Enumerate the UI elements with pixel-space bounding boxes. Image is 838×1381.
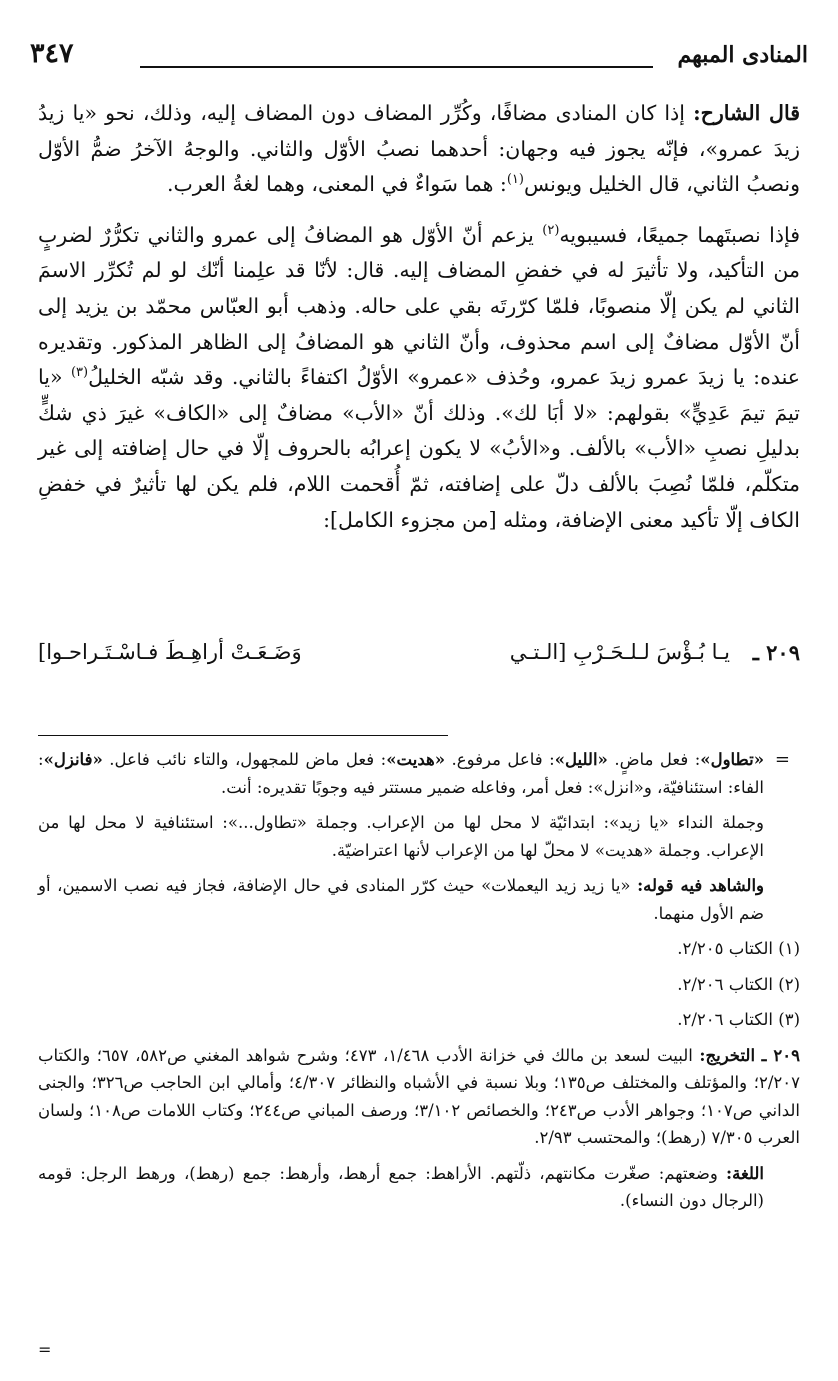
footnote-ref-1: (١) xyxy=(506,172,524,188)
note-text: : فاعل مرفوع. xyxy=(445,750,555,769)
paragraph-1 xyxy=(38,96,800,203)
note-evidence-text: «يا زيد زيد اليعملات» حيث كرّر المنادى في حال الإضافة، فجاز فيه نصب الاسمين، أو ضم الأول منهما. xyxy=(38,876,764,923)
paragraph-2-part-c: «يا تيمَ تيمَ عَدِيٍّ» بقولهم: «لا أبَا لك». وذلك أنّ «الأب» مضافٌ إلى «الكاف» غيرَ ذي شكٍّ بدليلِ نصبِ «الأب» بالألف. و«الأبُ» لا يكون إعرابُه بالحروف إلّا في حال إضافته إلى غير متكلّم، فلمّا نُصِبَ بالألف دلّ على إضافته، ثمّ أُقحمت اللام، فلم يكن لها تأثيرٌ في خفضِ الكاف إلّا تأكيد معنى الإضافة، ومثله [من مجزوء الكامل]: xyxy=(38,365,800,532)
note-parsing xyxy=(38,746,800,801)
note-term: «فانزل» xyxy=(43,750,103,769)
footnote-3: (٣) الكتاب ٢/٢٠٦. xyxy=(677,1010,800,1029)
footnotes xyxy=(38,746,800,1215)
footnote-1: (١) الكتاب ٢/٢٠٥. xyxy=(677,939,800,958)
note-takhrij xyxy=(38,1042,800,1152)
language-lead: اللغة: xyxy=(726,1163,764,1183)
running-title: المنادى المبهم xyxy=(677,42,808,68)
footnote-2: (٢) الكتاب ٢/٢٠٦. xyxy=(677,974,800,994)
paragraph-1-text: إذا كان المنادى مضافًا، وكُرِّر المضاف دون المضاف إليه، وذلك، نحو «يا زيدُ زيدَ عمرو»، فإنّه يجوز فيه وجهان: أحدهما نصبُ الأوّل والثاني. والوجهُ الآخرُ ضمُّ الأوّل ونصبُ الثاني، قال الخليل ويونس xyxy=(38,101,800,197)
note-evidence xyxy=(38,872,800,927)
takhrij-text: البيت لسعد بن مالك في خزانة الأدب ١/٤٦٨، ٤٧٣؛ وشرح شواهد المغني ص٥٨٢، ٦٥٧؛ والكتاب ٢/٢٠٧؛ والمؤتلف والمختلف ص١٣٥؛ وبلا نسبة في الأشباه والنظائر ٤/٣٠٧؛ وأمالي ابن الحاجب ص٣٢٦؛ والجنى الداني ص١٠٧؛ وجواهر الأدب ص٢٤٣؛ والخصائص ٣/١٠٢؛ ورصف المباني ص٢٤٤؛ وكتاب اللامات ص١٠٨؛ ولسان العرب ٧/٣٠٥ (رهط)؛ والمحتسب ٢/٩٣. xyxy=(38,1045,800,1147)
paragraph-1-tail: : هما سَواءٌ في المعنى، وهما لغةُ العرب. xyxy=(166,172,507,197)
language-text: وضعتهم: صغّرت مكانتهم، ذلّتهم. الأراهط: جمع أرهط، وأرهط: جمع (رهط)، ورهط الرجل: قومه (الرجال دون النساء). xyxy=(38,1163,764,1210)
footnote-ref-2: (٢) xyxy=(542,222,560,238)
note-text: : الفاء: استئنافيّة، و«انزل»: فعل أمر، وفاعله ضمير مستتر فيه وجوبًا تقديره: أنت. xyxy=(38,750,764,797)
note-term: «الليل» xyxy=(554,750,608,769)
main-text xyxy=(38,96,800,538)
note-term: «هديت» xyxy=(386,750,445,769)
footnote-ref-3: (٣) xyxy=(70,365,89,381)
poem-verse xyxy=(38,640,800,680)
note-sentences: وجملة النداء «يا زيد»: ابتدائيّة لا محل لها من الإعراب. وجملة «تطاول...»: استئنافية لا محل لها من الإعراب. وجملة «هديت» لا محلّ لها من الإعراب لأنها اعتراضيّة. xyxy=(38,813,764,860)
commentator-lead: قال الشارح: xyxy=(693,101,800,125)
note-text: : فعل ماض للمجهول، والتاء نائب فاعل. xyxy=(102,750,387,769)
paragraph-2-part-b: يزعم أنّ الأوّل هو المضافُ إلى عمرو والثاني تكرُّرٌ لضربٍ من التأكيد، ولا تأثيرَ له في خفضِ المضاف إليه. قال: لأنّا قد علِمنا أنّك لو لم تُكرِّر الاسمَ الثاني لم يكن إلّا منصوبًا، فلمّا كرّرتَه بقي على حاله. وذهب أبو العبّاس محمّد بن يزيد إلى أنّ الأوّل مضافٌ إلى اسم محذوف، وأنّ الثاني هو المضافُ إلى الظاهر المذكور. وتقديره عنده: يا زيدَ عمرو زيدَ عمرو، وحُذف «عمرو» الأوّلُ اكتفاءً بالثاني. وقد شبّه الخليلُ xyxy=(38,222,800,390)
note-evidence-lead: والشاهد فيه قوله: xyxy=(637,876,764,895)
verse-first-hemistich: يـا بُـؤْسَ لـلـحَـرْبِ [الـتـي xyxy=(509,640,730,664)
note-term: «تطاول» xyxy=(700,750,765,769)
paragraph-2-part-a: فإذا نصبتَهما جميعًا، فسيبويه xyxy=(559,222,800,247)
page-header xyxy=(30,40,808,74)
verse-second-hemistich: وَضَـعَـتْ أراهِـطَ فـاسْـتَـراحـوا] xyxy=(38,640,302,664)
note-language xyxy=(38,1160,800,1215)
verse-number: ٢٠٩ ـ xyxy=(752,640,800,665)
takhrij-lead: التخريج: xyxy=(699,1045,756,1065)
footnote-rule xyxy=(38,735,448,736)
continuation-mark-bottom: = xyxy=(38,1340,52,1359)
page-number: ٣٤٧ xyxy=(30,38,74,69)
note-text: : فعل ماضٍ. xyxy=(607,750,701,769)
paragraph-2 xyxy=(38,218,800,538)
header-rule xyxy=(140,66,653,68)
takhrij-number: ٢٠٩ ـ xyxy=(761,1045,800,1065)
continuation-mark: = xyxy=(774,749,790,770)
